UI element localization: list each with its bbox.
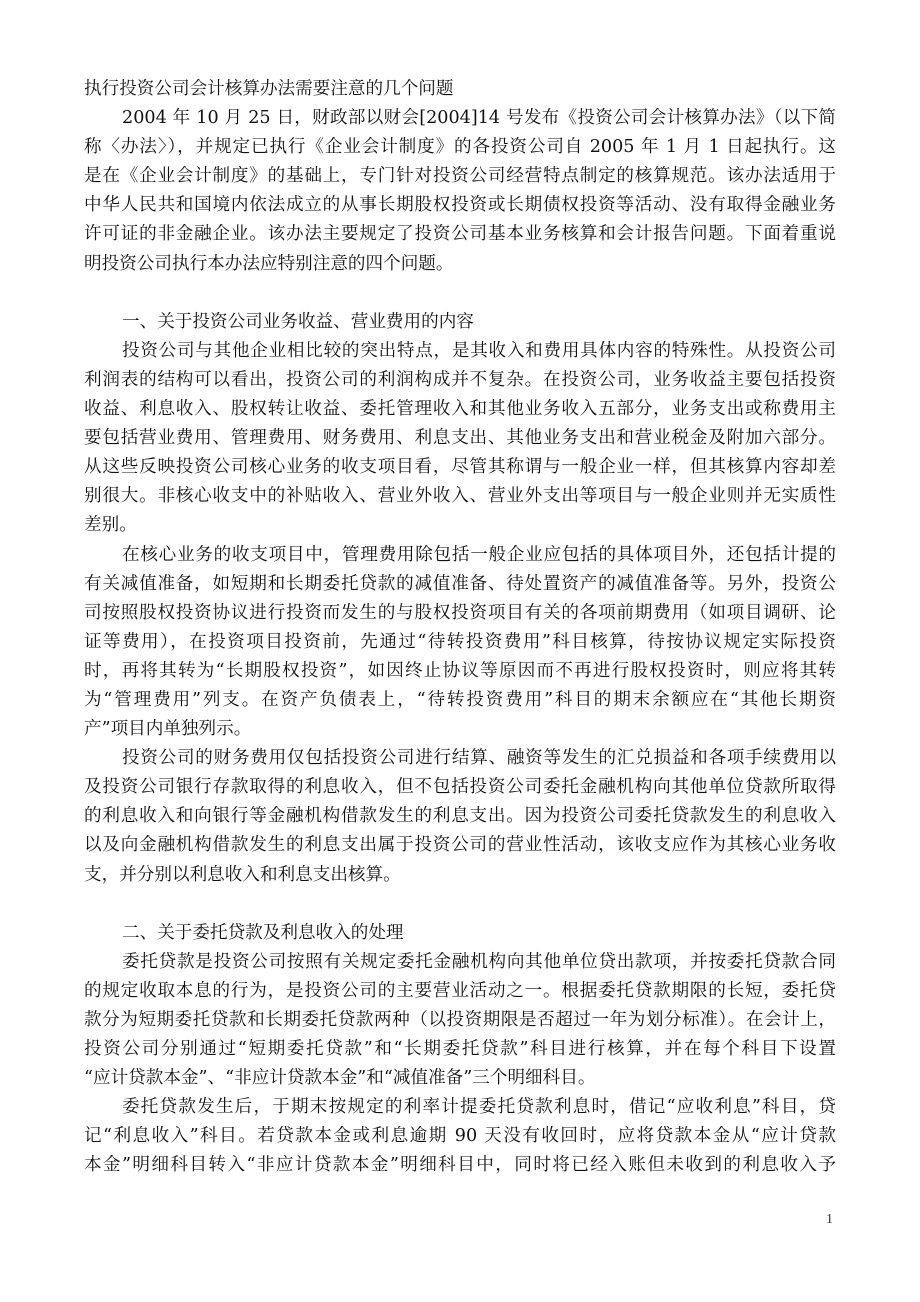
section-heading-2: 二、关于委托贷款及利息收入的处理 [122,922,404,943]
page-number: 1 [826,1212,833,1227]
intro-paragraph [84,104,836,279]
text-line: 的利息收入和向银行等金融机构借款发生的利息支出。因为投资公司委托贷款发生的利息收入 [84,806,836,827]
section1-paragraph-1 [84,337,836,541]
text-line: 是在《企业会计制度》的基础上，专门针对投资公司经营特点制定的核算规范。该办法适用于 [84,166,836,187]
text-line: 委托贷款是投资公司按照有关规定委托金融机构向其他单位贷出款项，并按委托贷款合同 [122,951,836,972]
text-line: 支，并分别以利息收入和利息支出核算。 [84,864,401,885]
document-body [84,75,836,1181]
section1-paragraph-3 [84,744,836,889]
section1-paragraph-2 [84,541,836,745]
text-line: 投资公司的财务费用仅包括投资公司进行结算、融资等发生的汇兑损益和各项手续费用以 [122,748,836,769]
text-line: 款分为短期委托贷款和长期委托贷款两种（以投资期限是否超过一年为划分标准）。在会计上， [84,1010,836,1030]
text-line: 要包括营业费用、管理费用、财务费用、利息支出、其他业务支出和营业税金及附加六部分。 [84,428,836,449]
text-line: 以及向金融机构借款发生的利息支出属于投资公司的营业性活动，该收支应作为其核心业务收 [84,835,836,856]
text-line: 证等费用），在投资项目投资前，先通过“待转投资费用”科目核算，待按协议规定实际投资 [84,631,836,652]
text-line: 在核心业务的收支项目中，管理费用除包括一般企业应包括的具体项目外，还包括计提的 [122,544,836,565]
text-line: 的规定收取本息的行为，是投资公司的主要营业活动之一。根据委托贷款期限的长短，委托贷 [84,980,836,1001]
text-line: 为“管理费用”列支。在资产负债表上，“待转投资费用”科目的期末余额应在“其他长期资 [84,689,836,710]
text-line: 有关减值准备，如短期和长期委托贷款的减值准备、待处置资产的减值准备等。另外，投资公 [84,573,836,594]
text-line: 时，再将其转为“长期股权投资”，如因终止协议等原因而不再进行股权投资时，则应将其转 [84,660,836,681]
text-line: 明投资公司执行本办法应特别注意的四个问题。 [84,253,454,274]
text-line: 及投资公司银行存款取得的利息收入，但不包括投资公司委托金融机构向其他单位贷款所取得 [84,777,836,798]
text-line: 许可证的非金融企业。该办法主要规定了投资公司基本业务核算和会计报告问题。下面着重说 [84,224,836,245]
text-line: 本金”明细科目转入“非应计贷款本金”明细科目中，同时将已经入账但未收到的利息收入予 [84,1155,836,1176]
text-line: 投资公司与其他企业相比较的突出特点，是其收入和费用具体内容的特殊性。从投资公司 [122,340,836,361]
blank-line [84,890,836,919]
document-title: 执行投资公司会计核算办法需要注意的几个问题 [84,79,454,99]
text-line: 中华人民共和国境内依法成立的从事长期股权投资或长期债权投资等活动、没有取得金融业务 [84,195,836,216]
text-line: 称〈办法〉），并规定已执行《企业会计制度》的各投资公司自 2005 年 1 月 1 日起执行。这 [84,137,836,158]
text-line: 记“利息收入”科目。若贷款本金或利息逾期 90 天没有收回时，应将贷款本金从“应计贷款 [84,1126,836,1147]
text-line: 差别。 [84,515,137,536]
blank-line [84,279,836,308]
section-heading-1: 一、关于投资公司业务收益、营业费用的内容 [122,311,474,332]
section2-paragraph-2 [84,1093,836,1180]
text-line: 从这些反映投资公司核心业务的收支项目看，尽管其称谓与一般企业一样，但其核算内容却差 [84,457,836,478]
text-line: 别很大。非核心收支中的补贴收入、营业外收入、营业外支出等项目与一般企业则并无实质性 [84,486,836,507]
text-line: 投资公司分别通过“短期委托贷款”和“长期委托贷款”科目进行核算，并在每个科目下设置 [84,1039,836,1060]
text-line: “应计贷款本金”、“非应计贷款本金”和“减值准备”三个明细科目。 [84,1068,596,1089]
text-line: 利润表的结构可以看出，投资公司的利润构成并不复杂。在投资公司，业务收益主要包括投资 [84,369,836,390]
text-line: 收益、利息收入、股权转让收益、委托管理收入和其他业务收入五部分，业务支出或称费用主 [84,399,836,420]
text-line: 2004 年 10 月 25 日，财政部以财会[2004]14 号发布《投资公司会计核算办法》（以下简 [122,108,836,129]
text-line: 委托贷款发生后，于期末按规定的利率计提委托贷款利息时，借记“应收利息”科目，贷 [122,1097,836,1118]
text-line: 产”项目内单独列示。 [84,719,252,740]
section2-paragraph-1 [84,948,836,1093]
text-line: 司按照股权投资协议进行投资而发生的与股权投资项目有关的各项前期费用（如项目调研、论 [84,602,836,623]
